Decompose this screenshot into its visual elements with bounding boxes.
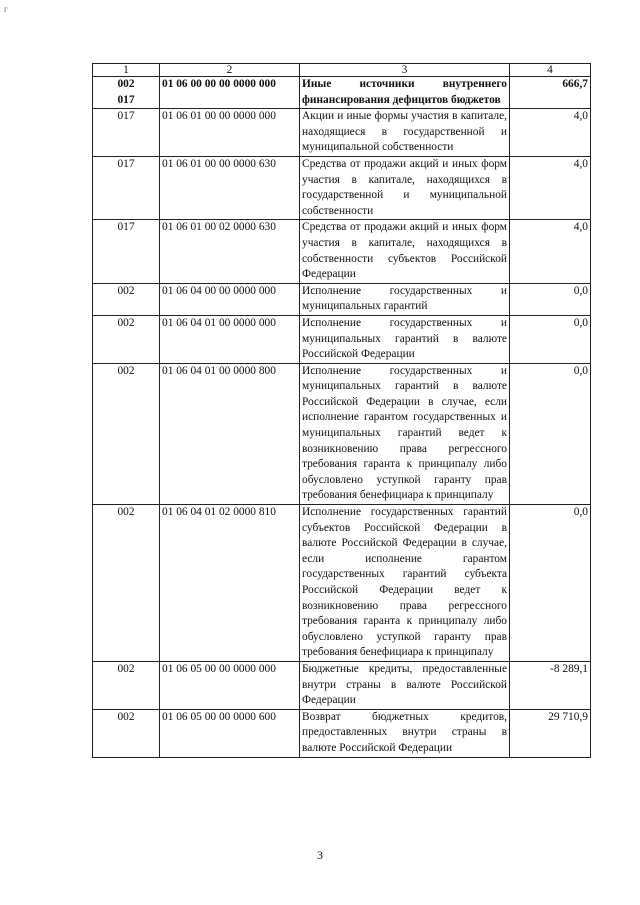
table-row [93, 363, 591, 504]
corner-mark: г [4, 4, 8, 14]
admin-code: 017 [117, 93, 135, 106]
classification-code: 01 06 01 00 00 0000 000 [160, 109, 300, 157]
classification-code: 01 06 05 00 00 0000 600 [160, 709, 300, 757]
admin-code-cell [93, 77, 160, 109]
admin-code: 017 [117, 157, 135, 170]
table-row [93, 315, 591, 363]
admin-code: 002 [117, 316, 135, 329]
admin-code: 002 [117, 284, 135, 297]
table-header-row [93, 64, 591, 77]
admin-code-cell [93, 505, 160, 662]
description: Средства от продажи акций и иных форм участия в капитале, находящихся в государственной и муниципальной собственности [300, 156, 510, 219]
description: Исполнение государственных и муниципальных гарантий [300, 283, 510, 315]
table-row [93, 505, 591, 662]
description: Возврат бюджетных кредитов, предоставленных внутри страны в валюте Российской Федерации [300, 709, 510, 757]
header-col-2: 2 [160, 64, 300, 77]
description: Исполнение государственных и муниципальных гарантий в валюте Российской Федерации [300, 315, 510, 363]
amount: 4,0 [510, 156, 591, 219]
admin-code: 002 [117, 78, 135, 90]
admin-code-cell [93, 283, 160, 315]
budget-sources-table [92, 63, 591, 758]
admin-code-cell [93, 709, 160, 757]
table-row [93, 156, 591, 219]
table-row [93, 109, 591, 157]
table-row [93, 77, 591, 109]
table-row [93, 709, 591, 757]
classification-code: 01 06 01 00 00 0000 630 [160, 156, 300, 219]
admin-code-cell [93, 109, 160, 157]
classification-code: 01 06 01 00 02 0000 630 [160, 220, 300, 283]
description: Исполнение государственных гарантий субъектов Российской Федерации в валюте Российской Федерации в случае, если исполнение гарантом государственных гарантий субъекта Российской Федерации ведет к возникновению права регрессного требования гаранта к принципалу либо обусловлено уступкой гаранту прав требования бенефициара к принципалу [300, 505, 510, 662]
description: Иные источники внутреннего финансирования дефицитов бюджетов [300, 77, 510, 109]
admin-code: 017 [117, 221, 135, 234]
table-row [93, 283, 591, 315]
classification-code: 01 06 04 00 00 0000 000 [160, 283, 300, 315]
admin-code-cell [93, 363, 160, 504]
description: Акции и иные формы участия в капитале, находящиеся в государственной и муниципальной собственности [300, 109, 510, 157]
amount: -8 289,1 [510, 661, 591, 709]
amount: 4,0 [510, 220, 591, 283]
amount: 0,0 [510, 283, 591, 315]
header-col-1: 1 [93, 64, 160, 77]
table-row [93, 661, 591, 709]
amount: 0,0 [510, 315, 591, 363]
table-row [93, 220, 591, 283]
admin-code: 017 [117, 110, 135, 123]
admin-code: 002 [117, 364, 135, 377]
admin-code: 002 [117, 506, 135, 519]
admin-code: 002 [117, 662, 135, 675]
amount: 29 710,9 [510, 709, 591, 757]
admin-code-cell [93, 661, 160, 709]
classification-code: 01 06 04 01 00 0000 800 [160, 363, 300, 504]
header-col-4: 4 [510, 64, 591, 77]
admin-code-cell [93, 315, 160, 363]
admin-code: 002 [117, 710, 135, 723]
amount: 0,0 [510, 363, 591, 504]
admin-code-cell [93, 220, 160, 283]
amount: 0,0 [510, 505, 591, 662]
table-body [93, 77, 591, 758]
admin-code-cell [93, 156, 160, 219]
amount: 4,0 [510, 109, 591, 157]
description: Средства от продажи акций и иных форм участия в капитале, находящихся в собственности субъектов Российской Федерации [300, 220, 510, 283]
description: Бюджетные кредиты, предоставленные внутри страны в валюте Российской Федерации [300, 661, 510, 709]
page-number: 3 [317, 848, 323, 862]
classification-code: 01 06 05 00 00 0000 000 [160, 661, 300, 709]
classification-code: 01 06 04 01 02 0000 810 [160, 505, 300, 662]
description: Исполнение государственных и муниципальных гарантий в валюте Российской Федерации в случае, если исполнение гарантом государственных и муниципальных гарантий ведет к возникновению права регрессного требования гаранта к принципалу либо обусловлено уступкой гаранту прав требования бенефициара к принципалу [300, 363, 510, 504]
header-col-3: 3 [300, 64, 510, 77]
classification-code: 01 06 04 01 00 0000 000 [160, 315, 300, 363]
amount: 666,7 [510, 77, 591, 109]
classification-code: 01 06 00 00 00 0000 000 [160, 77, 300, 109]
